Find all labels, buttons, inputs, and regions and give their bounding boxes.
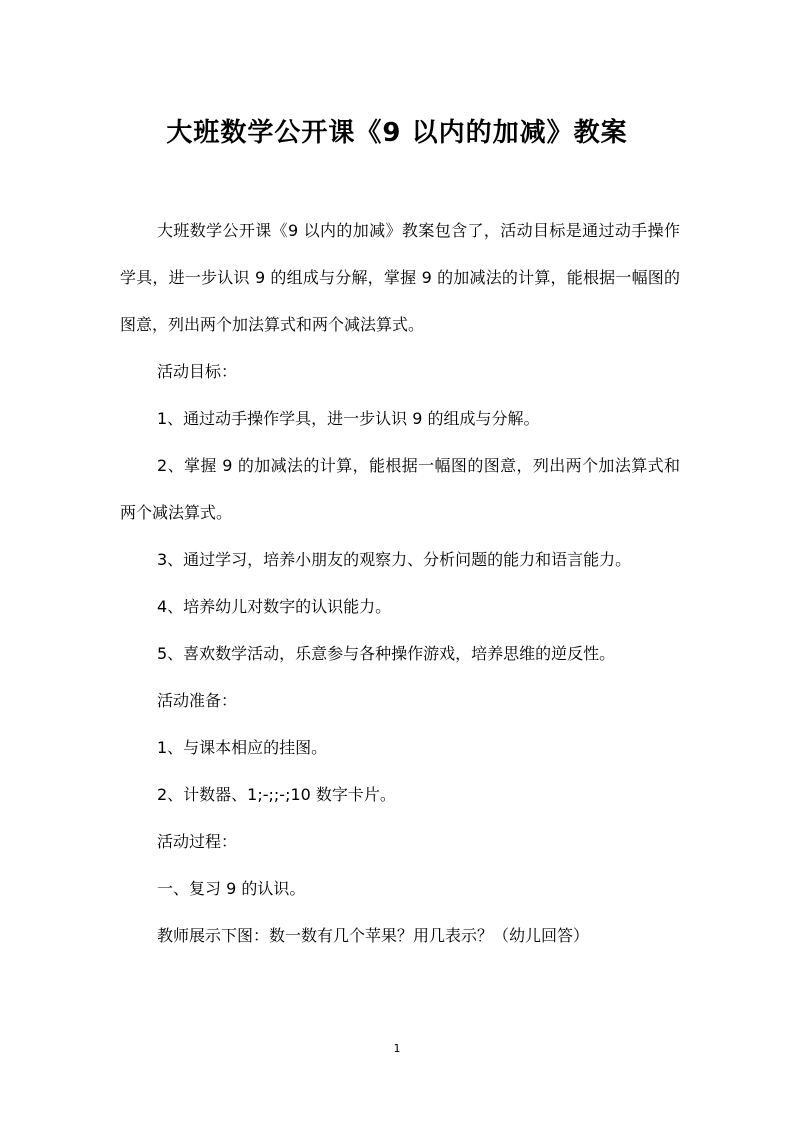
goal-item: 2、掌握 9 的加减法的计算，能根据一幅图的图意，列出两个加法算式和两个减法算式。 <box>120 456 680 522</box>
process-step-text: 教师展示下图：数一数有几个苹果？用几表示？（幼儿回答） <box>157 926 590 945</box>
goal-item: 4、培养幼儿对数字的认识能力。 <box>157 597 392 616</box>
intro-paragraph: 大班数学公开课《9 以内的加减》教案包含了，活动目标是通过动手操作学具，进一步认识 9 的组成与分解，掌握 9 的加减法的计算，能根据一幅图的图意，列出两个加法算式和两个减法算式。 <box>120 221 680 334</box>
goal-item: 1、通过动手操作学具，进一步认识 9 的组成与分解。 <box>157 409 540 428</box>
document-title: 大班数学公开课《9 以内的加减》教案 <box>166 118 628 149</box>
page-number: 1 <box>393 1042 401 1055</box>
section-heading-preparation: 活动准备： <box>157 691 238 710</box>
goal-item: 3、通过学习，培养小朋友的观察力、分析问题的能力和语言能力。 <box>157 550 632 569</box>
document-body <box>120 207 680 959</box>
preparation-item: 1、与课本相应的挂图。 <box>157 738 328 757</box>
goal-item: 5、喜欢数学活动，乐意参与各种操作游戏，培养思维的逆反性。 <box>157 644 616 663</box>
preparation-item: 2、计数器、1;-;;-;10 数字卡片。 <box>157 785 396 804</box>
process-step-heading: 一、复习 9 的认识。 <box>157 879 306 898</box>
section-heading-process: 活动过程： <box>157 832 238 851</box>
section-heading-goals: 活动目标： <box>157 362 238 381</box>
